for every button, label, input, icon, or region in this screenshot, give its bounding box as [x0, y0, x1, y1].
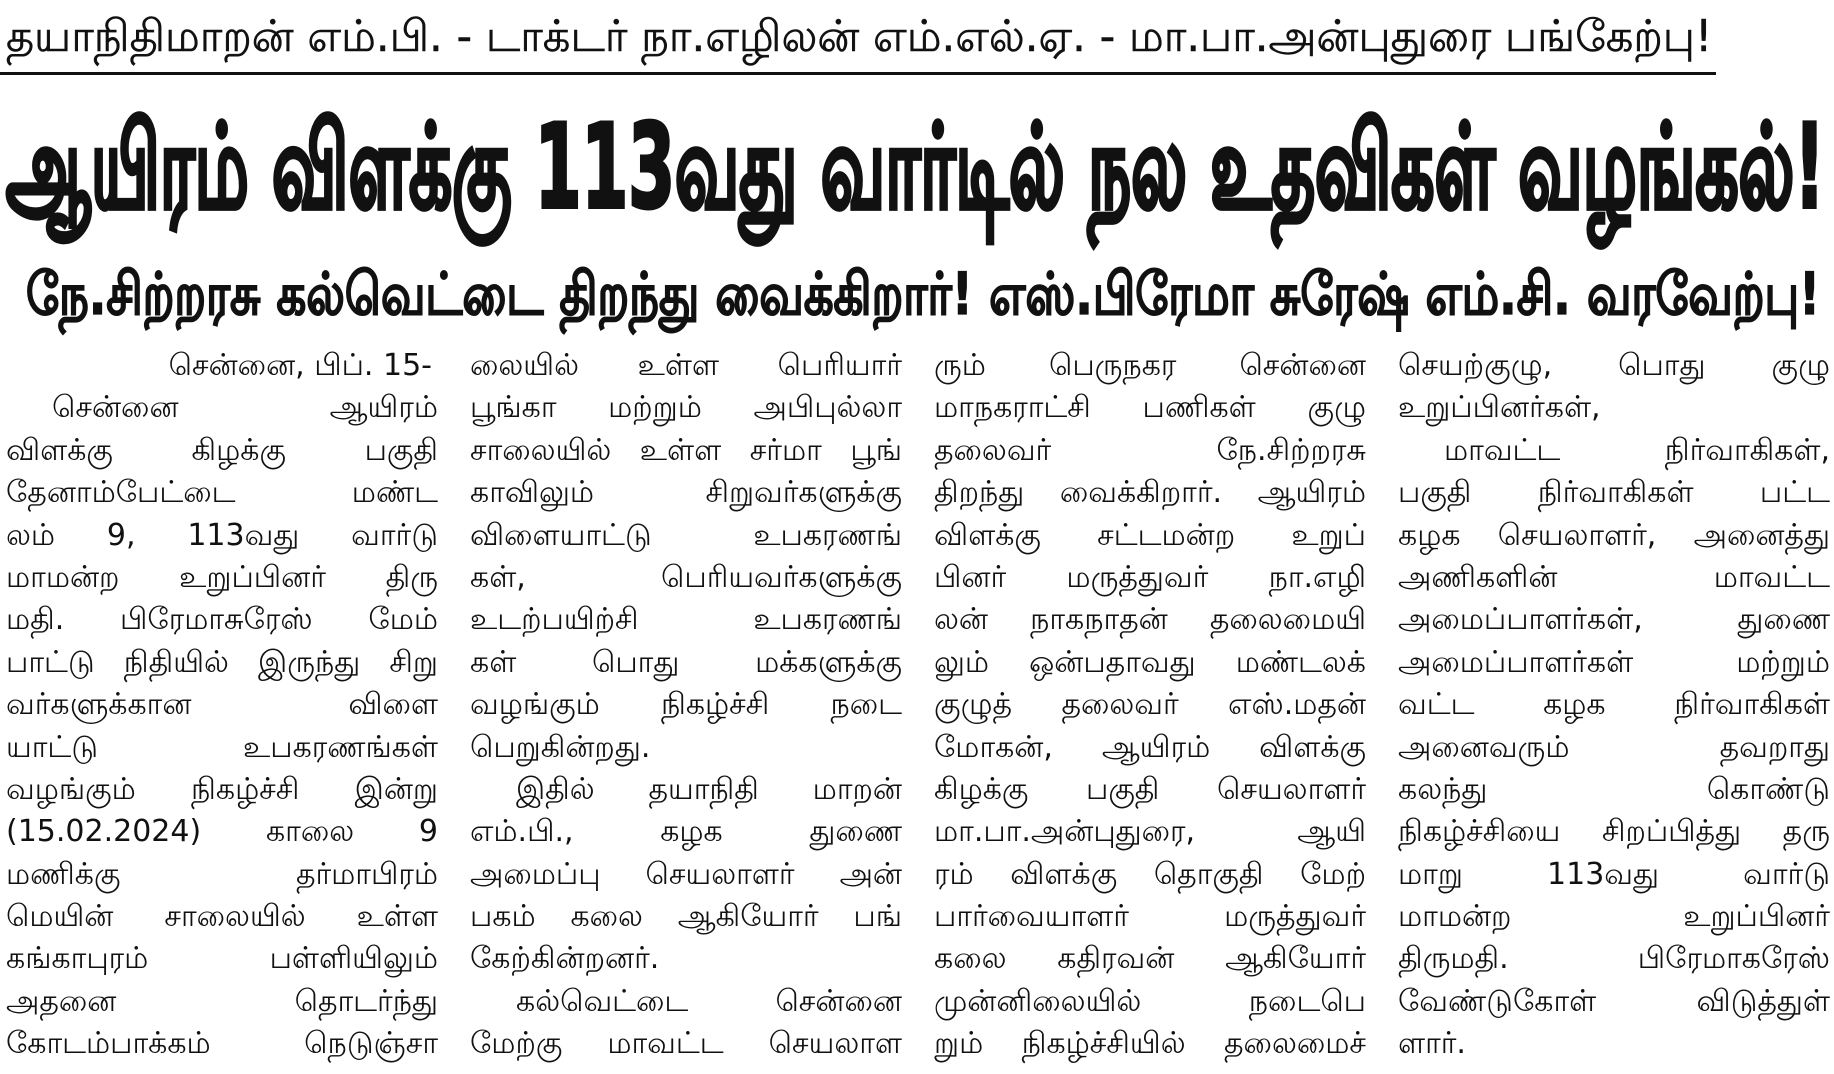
article-line: லும் ஒன்பதாவது மண்டலக்	[934, 644, 1366, 680]
article-line: ளார்.	[1398, 1026, 1466, 1062]
dateline: சென்னை, பிப். 15-	[168, 348, 432, 383]
article-line: பார்வையாளர் மருத்துவர்	[934, 899, 1366, 935]
article-line: வழங்கும் நிகழ்ச்சி நடை	[470, 687, 902, 723]
article-line: விளக்கு சட்டமன்ற உறுப்	[934, 517, 1366, 553]
article-line: வேண்டுகோள் விடுத்துள்	[1398, 983, 1830, 1019]
article-line: அமைப்பாளர்கள், துணை	[1398, 602, 1830, 638]
article-line: வழங்கும் நிகழ்ச்சி இன்று	[6, 771, 438, 807]
article-line: வட்ட கழக நிர்வாகிகள்	[1398, 687, 1830, 723]
article-line: (15.02.2024) காலை 9	[6, 814, 438, 850]
article-line: திருமதி. பிரேமாகரேஸ்	[1398, 941, 1830, 977]
article-line: வர்களுக்கான விளை	[6, 687, 438, 723]
article-line: மாநகராட்சி பணிகள் குழு	[934, 390, 1366, 426]
article-line: சென்னை ஆயிரம்	[52, 390, 438, 426]
article-line: தலைவர் நே.சிற்றரசு	[934, 432, 1366, 468]
article-line: பகுதி நிர்வாகிகள் பட்ட	[1398, 475, 1830, 511]
article-line: அணிகளின் மாவட்ட	[1398, 559, 1830, 595]
article-line: கழக செயலாளர், அனைத்து	[1398, 517, 1830, 553]
kicker-underline	[0, 72, 1716, 75]
article-line: உடற்பயிற்சி உபகரணங்	[470, 602, 902, 638]
article-line: மோகன், ஆயிரம் விளக்கு	[934, 729, 1366, 765]
article-column-1	[6, 345, 438, 1066]
article-line: கோடம்பாக்கம் நெடுஞ்சா	[6, 1026, 438, 1062]
article-line: கிழக்கு பகுதி செயலாளர்	[934, 771, 1366, 807]
kicker-text: தயாநிதிமாறன் எம்.பி. - டாக்டர் நா.எழிலன் எம்.எல்.ஏ. - மா.பா.அன்புதுரை பங்கேற்பு!	[6, 11, 1713, 62]
article-line: விளக்கு கிழக்கு பகுதி	[6, 432, 438, 468]
article-column-3	[934, 345, 1366, 1066]
article-line: அமைப்பாளர்கள் மற்றும்	[1398, 644, 1830, 680]
article-line: இதில் தயாநிதி மாறன்	[516, 771, 902, 807]
article-line: அதனை தொடர்ந்து	[6, 983, 438, 1019]
article-line: கலை கதிரவன் ஆகியோர்	[934, 941, 1366, 977]
article-line: பகம் கலை ஆகியோர் பங்	[470, 899, 902, 935]
article-line: மா.பா.அன்புதுரை, ஆயி	[934, 814, 1366, 850]
article-line: கல்வெட்டை சென்னை	[516, 983, 902, 1019]
article-line: லன் நாகநாதன் தலைமையி	[934, 602, 1366, 638]
article-body	[6, 345, 1830, 1066]
article-line: நிகழ்ச்சியை சிறப்பித்து தரு	[1398, 814, 1830, 850]
subheadline	[26, 250, 1820, 338]
article-line: கள், பெரியவர்களுக்கு	[470, 559, 902, 595]
article-line: மாமன்ற உறுப்பினர் திரு	[6, 559, 438, 595]
article-line: மதி. பிரேமாசுரேஸ் மேம்	[6, 602, 438, 638]
article-line: காவிலும் சிறுவர்களுக்கு	[470, 475, 902, 511]
article-line: றும் நிகழ்ச்சியில் தலைமைச்	[934, 1026, 1366, 1062]
article-line: அமைப்பு செயலாளர் அன்	[470, 856, 902, 892]
article-line: ரம் விளக்கு தொகுதி மேற்	[934, 856, 1366, 892]
article-line: யாட்டு உபகரணங்கள்	[6, 729, 438, 765]
article-line: ரும் பெருநகர சென்னை	[934, 348, 1366, 383]
article-column-4	[1398, 345, 1830, 1066]
article-line: லையில் உள்ள பெரியார்	[470, 348, 902, 383]
article-line: எம்.பி., கழக துணை	[470, 814, 902, 850]
article-line: பெறுகின்றது.	[470, 729, 651, 765]
article-line: அனைவரும் தவறாது	[1398, 729, 1830, 765]
article-line: கேற்கின்றனர்.	[470, 941, 660, 977]
article-line: லம் 9, 113வது வார்டு	[6, 517, 438, 553]
article-line: கள் பொது மக்களுக்கு	[470, 644, 902, 680]
article-line: சாலையில் உள்ள சர்மா பூங்	[470, 432, 902, 468]
article-line: தேனாம்பேட்டை மண்ட	[6, 475, 438, 511]
article-line: மணிக்கு தர்மாபிரம்	[6, 856, 438, 892]
article-line: செயற்குழு, பொது குழு	[1398, 348, 1830, 383]
article-line: முன்னிலையில் நடைபெ	[934, 983, 1366, 1019]
article-line: கலந்து கொண்டு	[1398, 771, 1830, 807]
kicker-line	[6, 6, 1712, 68]
article-column-2	[470, 345, 902, 1066]
article-line: மாவட்ட நிர்வாகிகள்,	[1444, 432, 1830, 468]
article-line: மெயின் சாலையில் உள்ள	[6, 899, 438, 935]
article-line: மேற்கு மாவட்ட செயலாள	[470, 1026, 902, 1062]
article-line: பினர் மருத்துவர் நா.எழி	[934, 559, 1366, 595]
article-line: குழுத் தலைவர் எஸ்.மதன்	[934, 687, 1366, 723]
subheadline-text: நே.சிற்றரசு கல்வெட்டை திறந்து வைக்கிறார்! எஸ்.பிரேமா சுரேஷ் எம்.சி. வரவேற்பு!	[26, 260, 1821, 328]
article-line: மாறு 113வது வார்டு	[1398, 856, 1830, 892]
headline-text: ஆயிரம் விளக்கு 113வது வார்டில் நல உதவிகள் வழங்கல்!	[6, 100, 1825, 235]
article-line: பூங்கா மற்றும் அபிபுல்லா	[470, 390, 902, 426]
article-line: கங்காபுரம் பள்ளியிலும்	[6, 941, 438, 977]
headline	[6, 94, 1825, 242]
article-line: திறந்து வைக்கிறார். ஆயிரம்	[934, 475, 1366, 511]
article-line: பாட்டு நிதியில் இருந்து சிறு	[6, 644, 438, 680]
article-line: மாமன்ற உறுப்பினர்	[1398, 899, 1830, 935]
article-line: விளையாட்டு உபகரணங்	[470, 517, 902, 553]
article-line: உறுப்பினர்கள்,	[1398, 390, 1601, 426]
